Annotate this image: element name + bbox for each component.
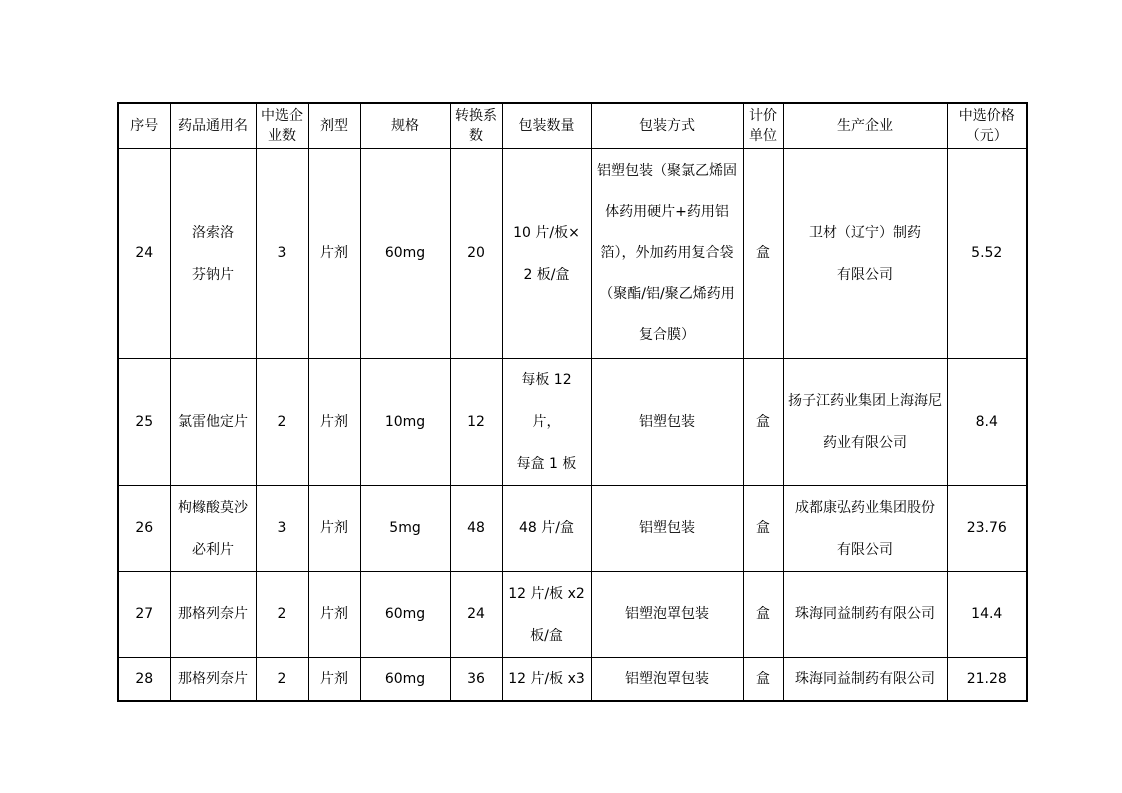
table-row bbox=[118, 658, 1027, 702]
cell-company-count: 2 bbox=[256, 359, 308, 486]
cell-selected-price: 8.4 bbox=[947, 359, 1027, 486]
cell-selected-price: 23.76 bbox=[947, 486, 1027, 572]
cell-manufacturer: 成都康弘药业集团股份 有限公司 bbox=[783, 486, 947, 572]
cell-drug-name: 洛索洛 芬钠片 bbox=[170, 149, 256, 359]
cell-conversion-factor: 36 bbox=[450, 658, 502, 702]
cell-seq: 27 bbox=[118, 572, 170, 658]
header-company-count: 中选企 业数 bbox=[256, 103, 308, 149]
cell-package-quantity: 48 片/盒 bbox=[502, 486, 591, 572]
cell-dosage-form: 片剂 bbox=[308, 486, 360, 572]
cell-packaging-method: 铝塑包装 bbox=[591, 359, 743, 486]
cell-conversion-factor: 24 bbox=[450, 572, 502, 658]
cell-specification: 60mg bbox=[360, 572, 450, 658]
cell-dosage-form: 片剂 bbox=[308, 359, 360, 486]
cell-seq: 24 bbox=[118, 149, 170, 359]
table-row bbox=[118, 572, 1027, 658]
cell-pricing-unit: 盒 bbox=[743, 149, 783, 359]
cell-specification: 5mg bbox=[360, 486, 450, 572]
header-selected-price: 中选价格 （元） bbox=[947, 103, 1027, 149]
cell-seq: 28 bbox=[118, 658, 170, 702]
header-seq: 序号 bbox=[118, 103, 170, 149]
header-pricing-unit: 计价 单位 bbox=[743, 103, 783, 149]
cell-package-quantity: 12 片/板 x2 板/盒 bbox=[502, 572, 591, 658]
cell-packaging-method: 铝塑泡罩包装 bbox=[591, 572, 743, 658]
header-dosage-form: 剂型 bbox=[308, 103, 360, 149]
header-conversion-factor: 转换系 数 bbox=[450, 103, 502, 149]
cell-selected-price: 21.28 bbox=[947, 658, 1027, 702]
table-header-row bbox=[118, 103, 1027, 149]
cell-dosage-form: 片剂 bbox=[308, 658, 360, 702]
cell-drug-name: 那格列奈片 bbox=[170, 572, 256, 658]
cell-pricing-unit: 盒 bbox=[743, 658, 783, 702]
cell-pricing-unit: 盒 bbox=[743, 572, 783, 658]
cell-packaging-method: 铝塑包装（聚氯乙烯固 体药用硬片+药用铝 箔），外加药用复合袋 （聚酯/铝/聚乙烯药用 复合膜） bbox=[591, 149, 743, 359]
header-manufacturer: 生产企业 bbox=[783, 103, 947, 149]
cell-manufacturer: 珠海同益制药有限公司 bbox=[783, 658, 947, 702]
cell-selected-price: 5.52 bbox=[947, 149, 1027, 359]
table-row bbox=[118, 359, 1027, 486]
cell-pricing-unit: 盒 bbox=[743, 359, 783, 486]
cell-manufacturer: 珠海同益制药有限公司 bbox=[783, 572, 947, 658]
cell-company-count: 2 bbox=[256, 572, 308, 658]
cell-conversion-factor: 20 bbox=[450, 149, 502, 359]
cell-seq: 25 bbox=[118, 359, 170, 486]
cell-dosage-form: 片剂 bbox=[308, 572, 360, 658]
cell-drug-name: 氯雷他定片 bbox=[170, 359, 256, 486]
cell-manufacturer: 扬子江药业集团上海海尼 药业有限公司 bbox=[783, 359, 947, 486]
cell-drug-name: 那格列奈片 bbox=[170, 658, 256, 702]
cell-specification: 60mg bbox=[360, 149, 450, 359]
drug-price-table bbox=[117, 102, 1028, 702]
cell-conversion-factor: 12 bbox=[450, 359, 502, 486]
cell-conversion-factor: 48 bbox=[450, 486, 502, 572]
cell-specification: 10mg bbox=[360, 359, 450, 486]
cell-company-count: 3 bbox=[256, 149, 308, 359]
cell-package-quantity: 12 片/板 x3 bbox=[502, 658, 591, 702]
cell-pricing-unit: 盒 bbox=[743, 486, 783, 572]
cell-package-quantity: 10 片/板× 2 板/盒 bbox=[502, 149, 591, 359]
header-package-quantity: 包装数量 bbox=[502, 103, 591, 149]
cell-drug-name: 枸橼酸莫沙 必利片 bbox=[170, 486, 256, 572]
cell-seq: 26 bbox=[118, 486, 170, 572]
cell-selected-price: 14.4 bbox=[947, 572, 1027, 658]
cell-package-quantity: 每板 12 片， 每盒 1 板 bbox=[502, 359, 591, 486]
table-row bbox=[118, 486, 1027, 572]
header-packaging-method: 包装方式 bbox=[591, 103, 743, 149]
cell-manufacturer: 卫材（辽宁）制药 有限公司 bbox=[783, 149, 947, 359]
cell-packaging-method: 铝塑泡罩包装 bbox=[591, 658, 743, 702]
header-specification: 规格 bbox=[360, 103, 450, 149]
cell-company-count: 3 bbox=[256, 486, 308, 572]
table-row bbox=[118, 149, 1027, 359]
cell-company-count: 2 bbox=[256, 658, 308, 702]
cell-specification: 60mg bbox=[360, 658, 450, 702]
cell-packaging-method: 铝塑包装 bbox=[591, 486, 743, 572]
header-drug-name: 药品通用名 bbox=[170, 103, 256, 149]
cell-dosage-form: 片剂 bbox=[308, 149, 360, 359]
